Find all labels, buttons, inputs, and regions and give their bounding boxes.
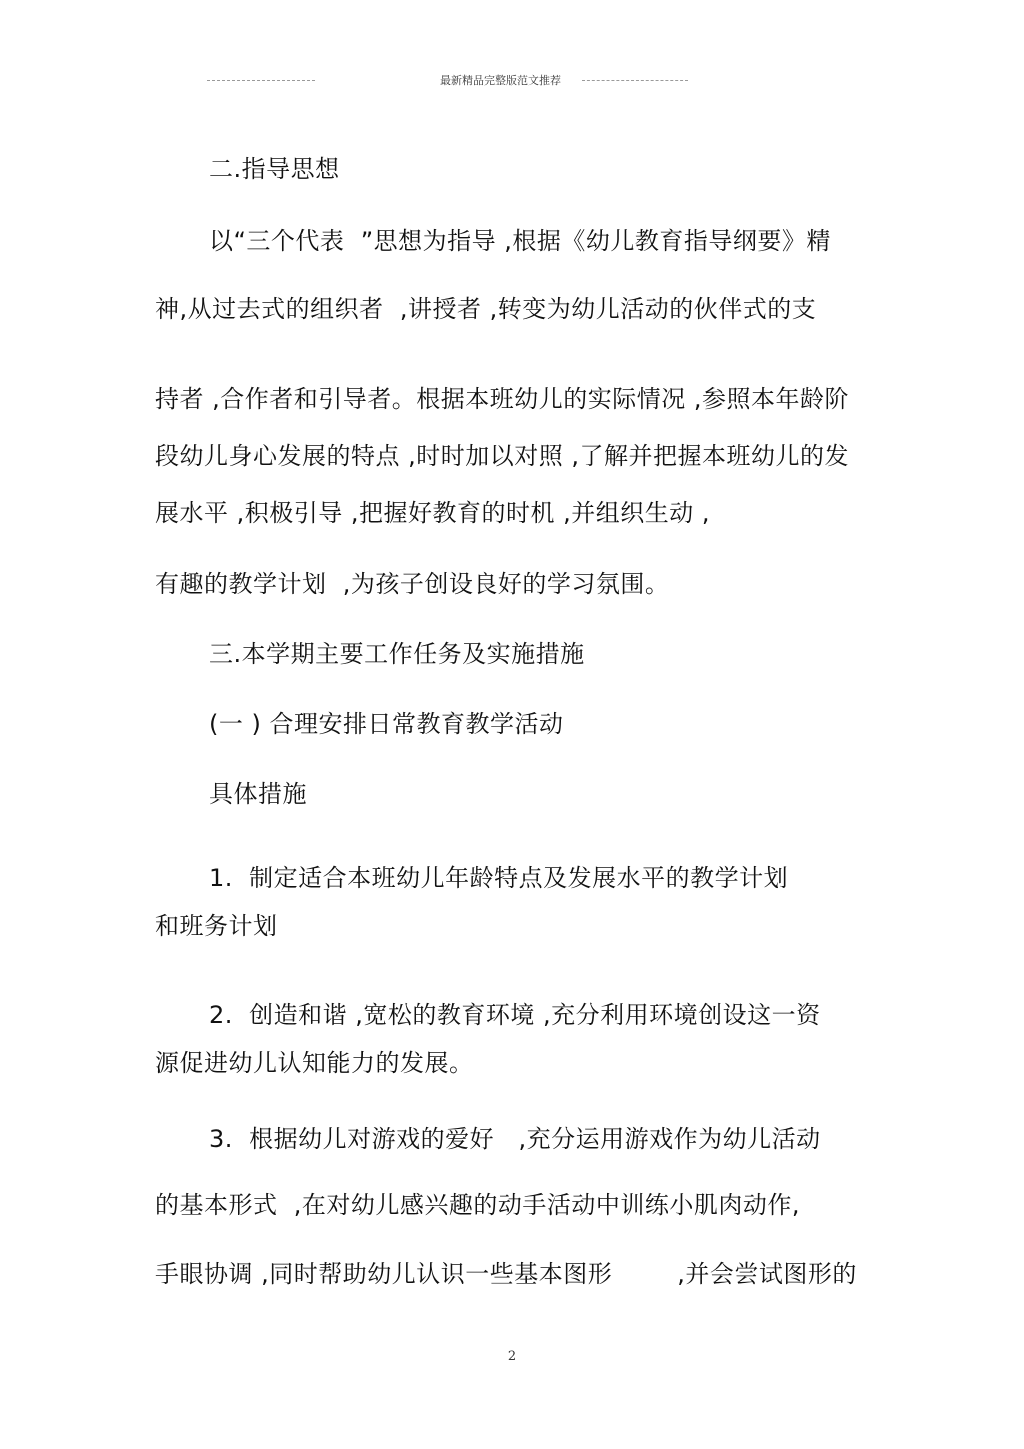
subsection-heading: (一 ) 合理安排日常教育教学活动 bbox=[209, 710, 564, 738]
list-item-continuation: 源促进幼儿认知能力的发展。 bbox=[155, 1049, 474, 1077]
list-item-continuation: 手眼协调 ,同时帮助幼儿认识一些基本图形 ,并会尝试图形的 bbox=[155, 1260, 857, 1288]
header-rule-left bbox=[207, 80, 315, 81]
paragraph-line: 段幼儿身心发展的特点 ,时时加以对照 ,了解并把握本班幼儿的发 bbox=[155, 442, 850, 470]
paragraph-line: 以“三个代表 ”思想为指导 ,根据《幼儿教育指导纲要》精 bbox=[209, 227, 831, 255]
list-item-continuation: 和班务计划 bbox=[155, 912, 278, 940]
section-heading: 三.本学期主要工作任务及实施措施 bbox=[209, 640, 585, 668]
page-number: 2 bbox=[507, 1349, 517, 1364]
paragraph-line: 神,从过去式的组织者 ,讲授者 ,转变为幼儿活动的伙伴式的支 bbox=[155, 295, 817, 323]
section-heading: 二.指导思想 bbox=[209, 155, 340, 183]
list-item-continuation: 的基本形式 ,在对幼儿感兴趣的动手活动中训练小肌肉动作, bbox=[155, 1191, 801, 1219]
subheading: 具体措施 bbox=[209, 780, 307, 808]
paragraph-line: 有趣的教学计划 ,为孩子创设良好的学习氛围。 bbox=[155, 570, 670, 598]
list-item: 3. 根据幼儿对游戏的爱好 ,充分运用游戏作为幼儿活动 bbox=[209, 1125, 821, 1153]
paragraph-line: 持者 ,合作者和引导者。根据本班幼儿的实际情况 ,参照本年龄阶 bbox=[155, 385, 850, 413]
list-item: 1. 制定适合本班幼儿年龄特点及发展水平的教学计划 bbox=[209, 864, 789, 892]
paragraph-line: 展水平 ,积极引导 ,把握好教育的时机 ,并组织生动 , bbox=[155, 499, 711, 527]
header-rule-right bbox=[582, 80, 688, 81]
list-item: 2. 创造和谐 ,宽松的教育环境 ,充分利用环境创设这一资 bbox=[209, 1001, 821, 1029]
header-title: 最新精品完整版范文推荐 bbox=[440, 74, 561, 87]
